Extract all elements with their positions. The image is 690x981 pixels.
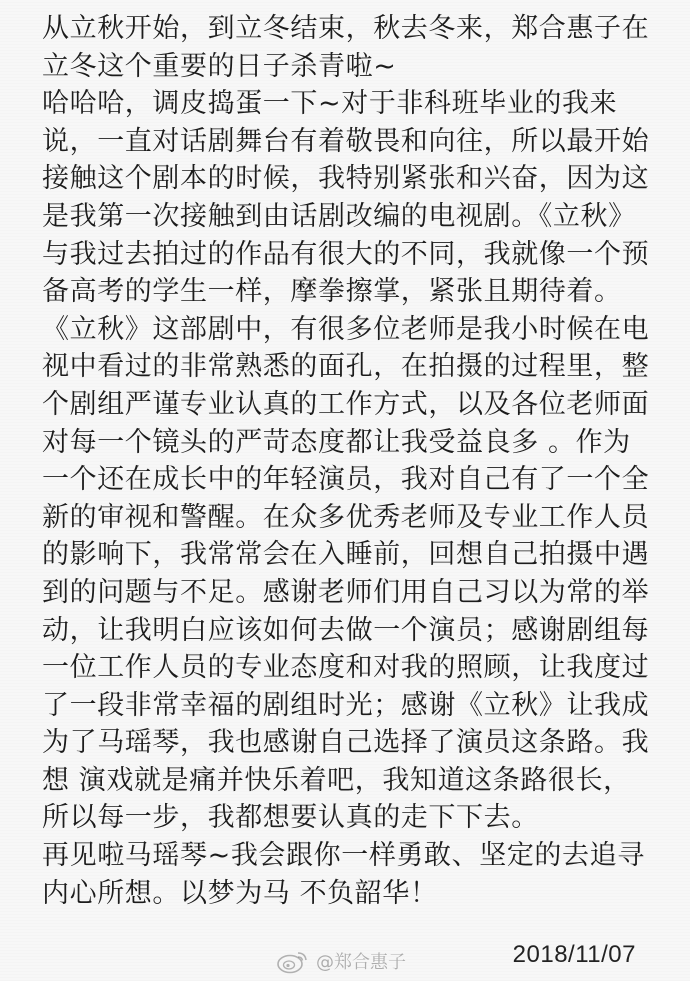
watermark-handle: @郑合惠子	[316, 952, 406, 973]
text-line: 再见啦马瑶琴~我会跟你一样勇敢、坚定的去追寻	[42, 840, 645, 872]
weibo-icon	[276, 947, 310, 975]
text-line: 所以每一步，我都想要认真的走下下去。	[42, 802, 539, 834]
text-line: 一个还在成长中的年轻演员，我对自己有了一个全	[42, 464, 650, 496]
note-date: 2018/11/07	[512, 941, 636, 968]
note-body	[42, 10, 682, 912]
text-line: 内心所想。以梦为马 不负韶华！	[42, 877, 438, 909]
text-line: 想 演戏就是痛并快乐着吧，我知道这条路很长，	[42, 764, 631, 796]
text-line: 视中看过的非常熟悉的面孔，在拍摄的过程里，整	[42, 351, 650, 383]
text-line: 哈哈哈，调皮捣蛋一下~对于非科班毕业的我来	[42, 88, 618, 120]
text-line: 《立秋》这部剧中，有很多位老师是我小时候在电	[42, 313, 650, 345]
text-line: 动，让我明白应该如何去做一个演员；感谢剧组每	[42, 614, 650, 646]
text-line: 从立秋开始，到立冬结束，秋去冬来，郑合惠子在	[42, 13, 650, 44]
weibo-watermark	[276, 947, 406, 975]
text-line: 一位工作人员的专业态度和对我的照顾，让我度过	[42, 652, 650, 684]
text-line: 到的问题与不足。感谢老师们用自己习以为常的举	[42, 576, 650, 608]
text-line: 的影响下，我常常会在入睡前，回想自己拍摄中遇	[42, 539, 650, 571]
text-line: 对每一个镜头的严苛态度都让我受益良多 。作为	[42, 426, 631, 458]
text-line: 个剧组严谨专业认真的工作方式，以及各位老师面	[42, 388, 650, 420]
text-line: 说，一直对话剧舞台有着敬畏和向往，所以最开始	[42, 125, 650, 157]
text-line: 了一段非常幸福的剧组时光；感谢《立秋》让我成	[42, 689, 650, 721]
text-line: 新的审视和警醒。在众多优秀老师及专业工作人员	[42, 501, 650, 533]
text-line: 是我第一次接触到由话剧改编的电视剧。《立秋》	[42, 200, 636, 232]
text-line: 接触这个剧本的时候，我特别紧张和兴奋，因为这	[42, 163, 650, 195]
text-line: 备高考的学生一样，摩拳擦掌，紧张且期待着。	[42, 276, 622, 308]
text-line: 为了马瑶琴，我也感谢自己选择了演员这条路。我	[42, 727, 650, 759]
text-line: 立冬这个重要的日子杀青啦~	[42, 50, 397, 82]
text-line: 与我过去拍过的作品有很大的不同，我就像一个预	[42, 238, 650, 270]
